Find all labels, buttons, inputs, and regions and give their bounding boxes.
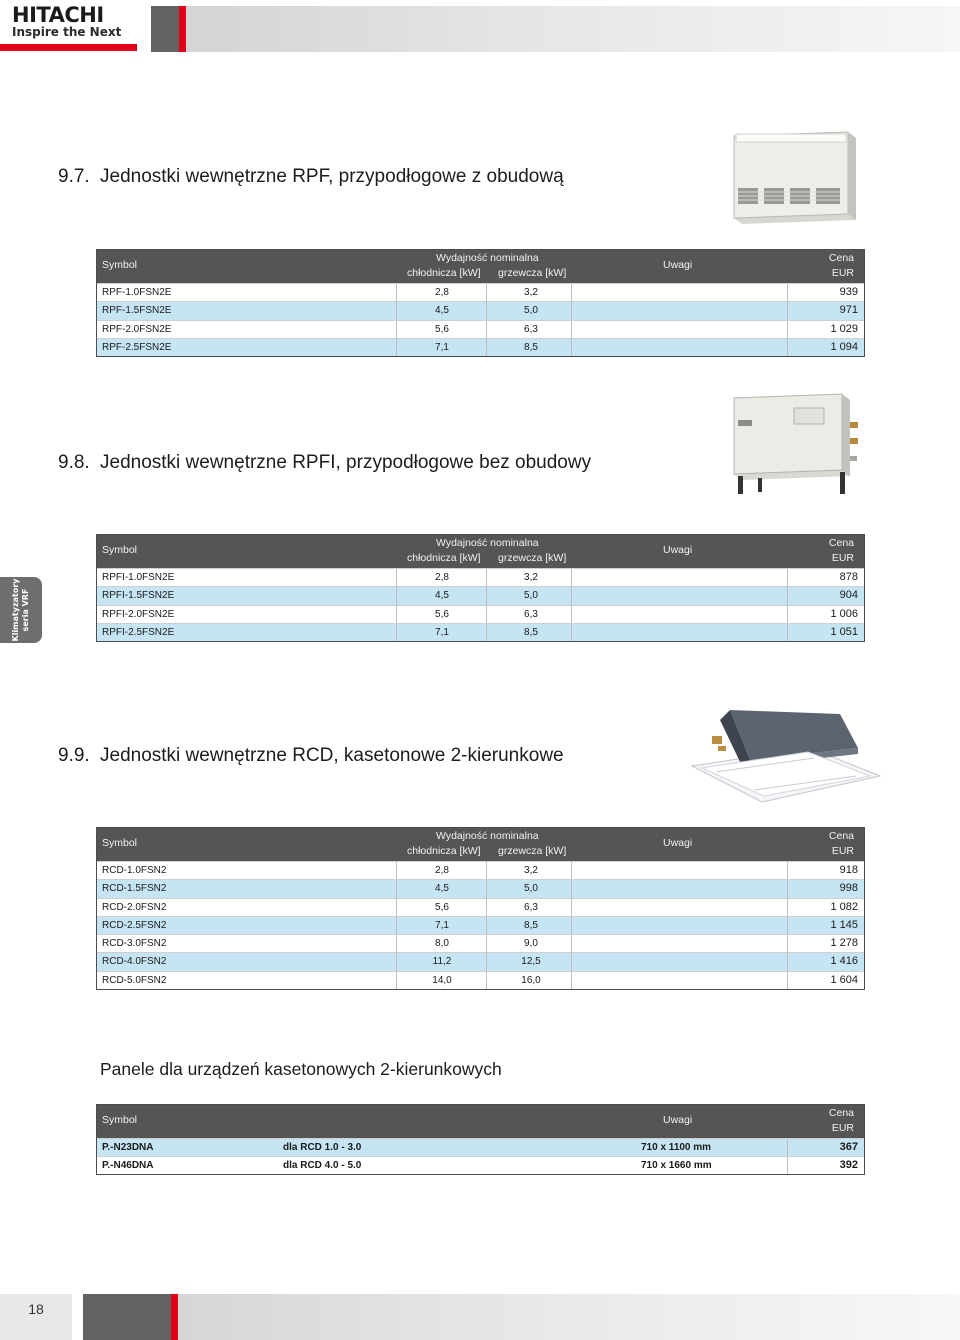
footer-gradient-band: [178, 1294, 960, 1340]
col-currency: EUR: [831, 1122, 854, 1134]
col-symbol: Symbol: [102, 1114, 138, 1126]
side-tab-label: Klimatyzatory seria VRF: [11, 578, 30, 642]
table-row: RPFI-2.5FSN2E 7,1 8,5 1 051: [97, 623, 864, 641]
section-title-rpf: [58, 166, 564, 188]
rcd-unit-image: [690, 706, 882, 806]
col-cooling: chłodnicza [kW]: [407, 552, 481, 564]
page-number: 18: [28, 1301, 44, 1317]
table-row: RCD-2.5FSN2 7,1 8,5 1 145: [97, 916, 864, 934]
chapter-side-tab[interactable]: [0, 577, 42, 643]
rpfi-unit-image: [730, 390, 862, 502]
table-header: [97, 828, 864, 861]
section-number: 9.8.: [58, 452, 90, 473]
col-heating: grzewcza [kW]: [498, 845, 567, 857]
header-dark-block: [151, 6, 179, 52]
section-number: 9.9.: [58, 745, 90, 766]
footer-dark-block: [83, 1294, 171, 1340]
col-currency: EUR: [831, 552, 854, 564]
col-cooling: chłodnicza [kW]: [407, 267, 481, 279]
table-row: P.-N46DNA dla RCD 4.0 - 5.0 710 x 1660 mm 392: [97, 1156, 864, 1174]
table-row: RCD-5.0FSN2 14,0 16,0 1 604: [97, 971, 864, 989]
section-title-rpfi: [58, 452, 591, 474]
table-rpf: [96, 249, 865, 357]
table-row: RCD-2.0FSN2 5,6 6,3 1 082: [97, 898, 864, 916]
hitachi-logo: [12, 4, 137, 39]
col-capacity: Wydajność nominalna: [436, 830, 539, 842]
col-currency: EUR: [831, 267, 854, 279]
section-number: 9.7.: [58, 166, 90, 187]
section-title-rcd: [58, 745, 564, 767]
table-row: RCD-1.0FSN2 2,8 3,2 918: [97, 861, 864, 879]
col-symbol: Symbol: [102, 259, 138, 271]
section-heading: Jednostki wewnętrzne RCD, kasetonowe 2-kierunkowe: [100, 745, 564, 766]
col-notes: Uwagi: [663, 1114, 693, 1126]
table-row: RPF-2.0FSN2E 5,6 6,3 1 029: [97, 320, 864, 338]
table-rcd: [96, 827, 865, 990]
header-gradient-band: [186, 6, 960, 52]
table-rpfi: [96, 534, 865, 642]
table-row: RCD-3.0FSN2 8,0 9,0 1 278: [97, 934, 864, 952]
col-notes: Uwagi: [663, 259, 693, 271]
col-currency: EUR: [831, 845, 854, 857]
table-row: RCD-4.0FSN2 11,2 12,5 1 416: [97, 952, 864, 970]
col-heating: grzewcza [kW]: [498, 552, 567, 564]
table-header: [97, 535, 864, 568]
table-row: RPFI-1.0FSN2E 2,8 3,2 878: [97, 568, 864, 586]
col-symbol: Symbol: [102, 544, 138, 556]
col-notes: Uwagi: [663, 837, 693, 849]
brand-name: HITACHI: [12, 3, 104, 27]
section-heading: Jednostki wewnętrzne RPFI, przypodłogowe bez obudowy: [100, 452, 592, 473]
table-panels: [96, 1104, 865, 1175]
col-price: Cena: [828, 1107, 854, 1119]
table-row: RPF-1.5FSN2E 4,5 5,0 971: [97, 301, 864, 319]
table-row: RPF-1.0FSN2E 2,8 3,2 939: [97, 283, 864, 301]
col-capacity: Wydajność nominalna: [436, 537, 539, 549]
panels-title: Panele dla urządzeń kasetonowych 2-kierunkowych: [100, 1059, 502, 1079]
col-price: Cena: [828, 252, 854, 264]
col-symbol: Symbol: [102, 837, 138, 849]
table-header: [97, 250, 864, 283]
col-heating: grzewcza [kW]: [498, 267, 567, 279]
col-price: Cena: [828, 537, 854, 549]
col-capacity: Wydajność nominalna: [436, 252, 539, 264]
header-red-stripe: [179, 6, 186, 52]
table-row: RPF-2.5FSN2E 7,1 8,5 1 094: [97, 338, 864, 356]
col-price: Cena: [828, 830, 854, 842]
section-heading: Jednostki wewnętrzne RPF, przypodłogowe z obudową: [100, 166, 564, 187]
table-row: RPFI-2.0FSN2E 5,6 6,3 1 006: [97, 605, 864, 623]
logo-red-bar: [0, 44, 137, 51]
table-row: P.-N23DNA dla RCD 1.0 - 3.0 710 x 1100 mm 367: [97, 1138, 864, 1156]
col-cooling: chłodnicza [kW]: [407, 845, 481, 857]
rpf-unit-image: [728, 128, 860, 224]
table-row: RPFI-1.5FSN2E 4,5 5,0 904: [97, 586, 864, 604]
footer-red-stripe: [171, 1294, 178, 1340]
table-header: [97, 1105, 864, 1138]
table-row: RCD-1.5FSN2 4,5 5,0 998: [97, 879, 864, 897]
col-notes: Uwagi: [663, 544, 693, 556]
brand-tagline: Inspire the Next: [12, 25, 122, 39]
